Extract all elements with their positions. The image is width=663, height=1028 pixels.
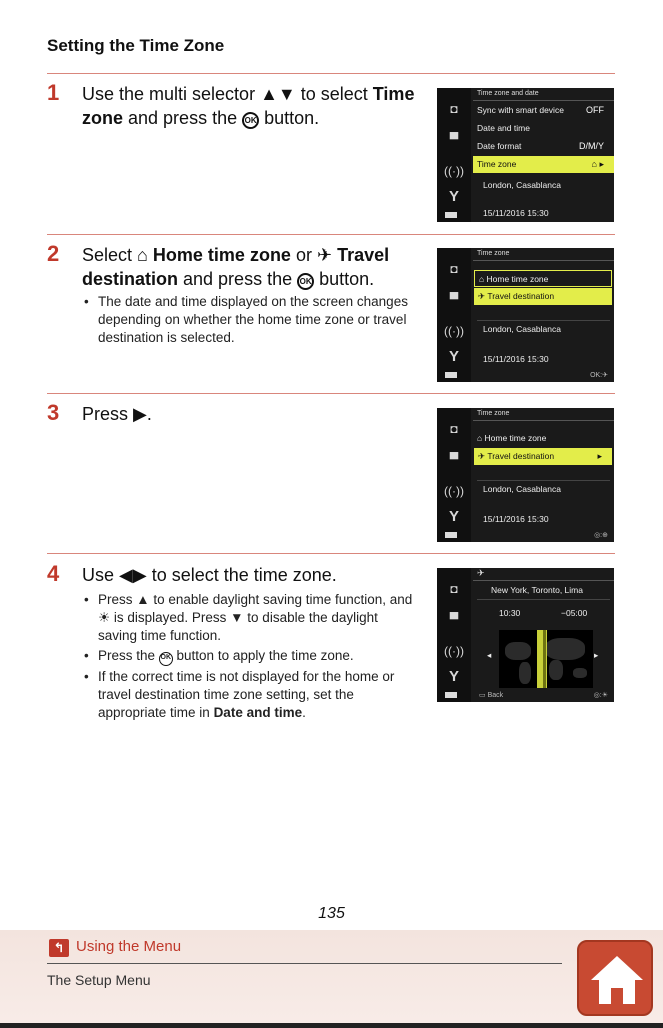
datetime-label: 15/11/2016 15:30	[483, 354, 549, 364]
bullet-item: • If the correct time is not displayed for the home or travel destination time zone setting, set the appropriate time in Date and time.	[82, 668, 417, 722]
screen-hint: OK:✈	[590, 372, 608, 379]
wireless-icon: ((·))	[444, 324, 464, 338]
camera-icon: ◘	[450, 422, 458, 436]
divider	[47, 73, 615, 74]
camera-icon: ◘	[450, 582, 458, 596]
movie-icon: ▀	[449, 132, 459, 146]
city-label: New York, Toronto, Lima	[491, 585, 583, 595]
camera-icon: ◘	[450, 262, 458, 276]
utc-offset-label: −05:00	[561, 608, 588, 618]
home-button[interactable]	[577, 940, 653, 1016]
bullet-item: • The date and time displayed on the screen changes depending on whether the home time zone or travel destination is selected.	[82, 293, 417, 347]
bullet-item: • Press the OK button to apply the time zone.	[82, 647, 417, 666]
section-title: Setting the Time Zone	[47, 36, 225, 55]
ok-button-icon: OK	[242, 112, 259, 129]
screen-hint: ◎:☀	[593, 692, 608, 699]
page-number: 135	[318, 905, 345, 922]
wrench-icon: Y	[448, 348, 459, 365]
movie-icon: ▀	[449, 612, 459, 626]
down-arrow-icon: ▼	[230, 610, 244, 625]
menu-row-selected: ✈ Travel destination	[474, 288, 612, 305]
home-icon	[587, 950, 647, 1010]
datetime-label: 15/11/2016 15:30	[483, 514, 549, 524]
up-down-arrow-icon: ▲▼	[260, 84, 296, 104]
chapter-label: The Setup Menu	[47, 972, 151, 988]
wrench-icon: Y	[448, 668, 459, 685]
menu-row: Sync with smart device OFF	[477, 105, 604, 115]
camera-screen-world-map	[437, 568, 614, 702]
step-text: Press ▶.	[82, 404, 152, 424]
world-map	[499, 630, 593, 688]
daylight-saving-icon: ☀	[98, 610, 111, 625]
right-arrow-icon: ▶	[133, 404, 147, 424]
bullet-list	[82, 293, 417, 348]
right-arrow-icon: ▸	[594, 650, 599, 660]
screen-header: Time zone and date	[477, 90, 539, 97]
menu-row: Date and time	[477, 123, 530, 133]
step-number: 2	[47, 241, 60, 266]
divider	[47, 234, 615, 235]
time-label: 10:30	[499, 608, 521, 618]
wireless-icon: ((·))	[444, 484, 464, 498]
step-number: 4	[47, 561, 60, 586]
wireless-icon: ((·))	[444, 164, 464, 178]
using-the-menu-link[interactable]: Using the Menu	[76, 938, 182, 955]
step-number: 3	[47, 400, 60, 425]
travel-icon: ✈	[316, 245, 333, 265]
step-text: Select ⌂ Home time zone or ✈ Travel destination and press the OK button.	[82, 245, 390, 289]
movie-icon: ▀	[449, 292, 459, 306]
city-label: London, Casablanca	[483, 324, 561, 334]
menu-row-framed: ⌂ Home time zone	[474, 270, 612, 287]
datetime-label: 15/11/2016 15:30	[483, 208, 549, 218]
up-arrow-icon: ▲	[136, 592, 150, 607]
ok-button-icon: OK	[297, 273, 314, 290]
city-label: London, Casablanca	[483, 484, 561, 494]
step-text: Use the multi selector ▲▼ to select Time zone and press the OK button.	[82, 84, 415, 128]
bottom-bar	[0, 1023, 663, 1028]
camera-icon: ◘	[450, 102, 458, 116]
battery-icon	[445, 212, 457, 218]
camera-screen-time-zone	[437, 248, 614, 382]
footer	[0, 930, 663, 1028]
left-right-arrow-icon: ◀▶	[119, 565, 147, 585]
travel-icon: ✈	[477, 568, 485, 578]
left-arrow-icon: ◂	[487, 650, 492, 660]
back-arrow-icon[interactable]: ↰	[49, 939, 69, 957]
menu-row: Date format D/M/Y	[477, 141, 604, 151]
battery-icon	[445, 532, 457, 538]
camera-screen-time-zone-travel	[437, 408, 614, 542]
wireless-icon: ((·))	[444, 644, 464, 658]
bullet-list	[82, 591, 417, 723]
bullet-item: • Press ▲ to enable daylight saving time function, and ☀ is displayed. Press ▼ to disable the daylight saving time function.	[82, 591, 417, 645]
ok-button-icon: OK	[159, 652, 173, 666]
home-icon: ⌂	[137, 245, 148, 265]
step-text: Use ◀▶ to select the time zone.	[82, 565, 337, 585]
screen-header: Time zone	[477, 410, 510, 417]
divider	[47, 553, 615, 554]
screen-header: Time zone	[477, 250, 510, 257]
menu-row-selected: Time zone ⌂ ▸	[473, 156, 614, 173]
menu-row: ⌂ Home time zone	[477, 433, 547, 443]
screen-hint: ◎:⊕	[594, 532, 608, 539]
back-hint: ▭ Back	[479, 692, 504, 699]
battery-icon	[445, 372, 457, 378]
menu-row-selected: ✈ Travel destination ▸	[474, 448, 612, 465]
city-label: London, Casablanca	[483, 180, 561, 190]
wrench-icon: Y	[448, 508, 459, 525]
movie-icon: ▀	[449, 452, 459, 466]
battery-icon	[445, 692, 457, 698]
wrench-icon: Y	[448, 188, 459, 205]
camera-screen-time-zone-and-date	[437, 88, 614, 222]
divider	[47, 393, 615, 394]
step-number: 1	[47, 80, 60, 105]
